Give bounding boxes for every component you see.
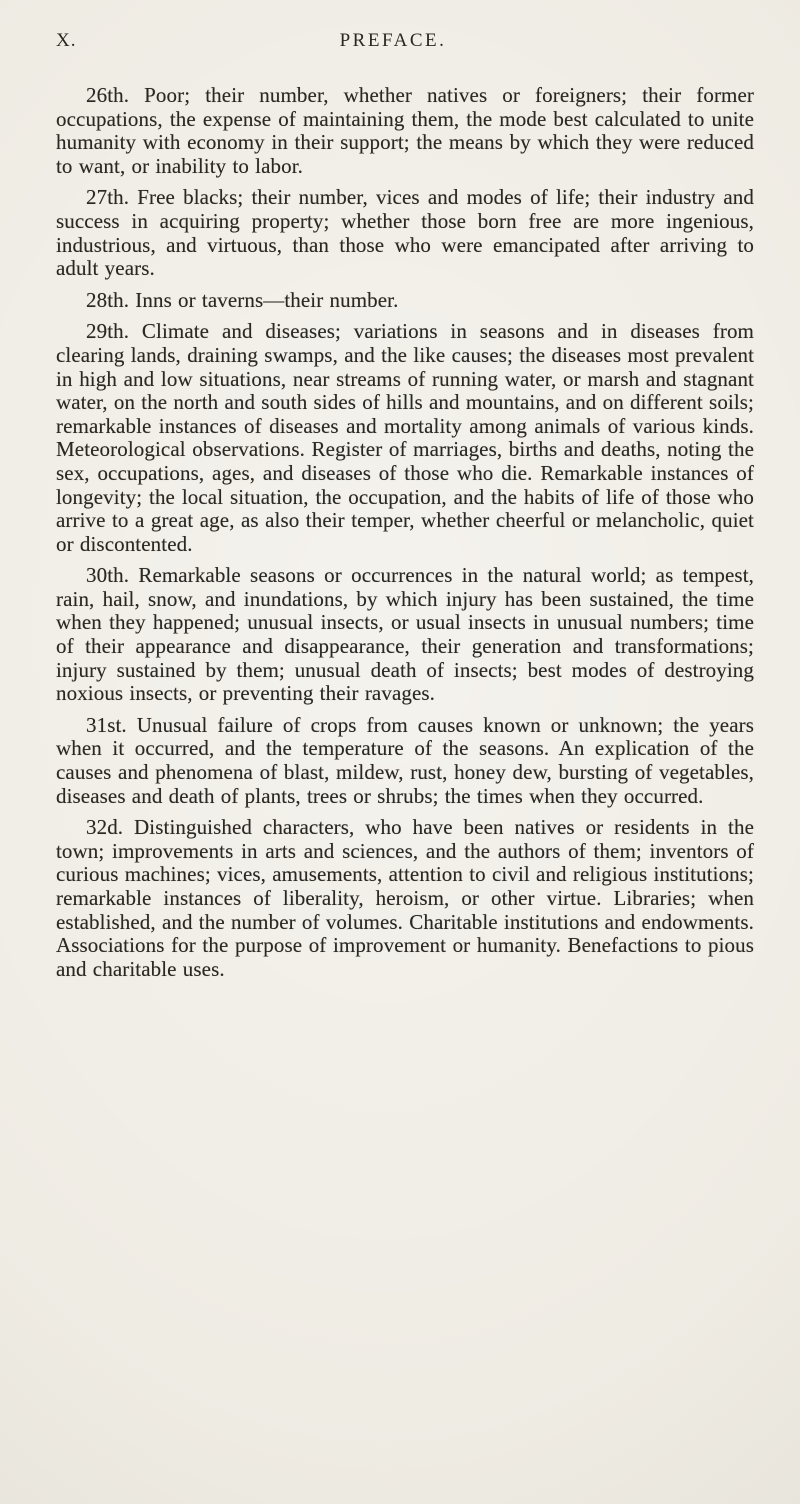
preface-item-32d: 32d. Distinguished characters, who have been natives or residents in the town; improvements in arts and sciences, and the authors of them; inventors of curious machines; vices, amusements, attention to civil and religious institutions; remarkable instances of liberality, heroism, or other virtue. Libraries; when established, and the number of volumes. Charitable institutions and endowments. Associations for the purpose of improvement or humanity. Benefactions to pious and charitable uses. bbox=[56, 815, 754, 981]
running-title: PREFACE. bbox=[339, 30, 447, 51]
preface-item-31st: 31st. Unusual failure of crops from causes known or unknown; the years when it occurred, and the temperature of the seasons. An explication of the causes and phenomena of blast, mildew, rust, honey dew, bursting of vegetables, diseases and death of plants, trees or shrubs; the times when they occurred. bbox=[56, 712, 754, 808]
preface-item-27th: 27th. Free blacks; their number, vices and modes of life; their industry and success in acquiring property; whether those born free are more ingenious, industrious, and virtuous, than those who were emancipated after arriving to adult years. bbox=[56, 185, 754, 281]
page-header bbox=[56, 30, 754, 56]
preface-item-29th: 29th. Climate and diseases; variations in seasons and in diseases from clearing lands, draining swamps, and the like causes; the diseases most prevalent in high and low situations, near streams of running water, or marsh and stagnant water, on the north and south sides of hills and mountains, and on different soils; remarkable instances of diseases and mortality among animals of various kinds. Meteorological observations. Register of marriages, births and deaths, noting the sex, occupations, ages, and diseases of those who die. Remarkable instances of longevity; the local situation, the occupation, and the habits of life of those who arrive to a great age, as also their temper, whether cheerful or melancholic, quiet or discontented. bbox=[56, 319, 754, 556]
preface-item-26th: 26th. Poor; their number, whether natives or foreigners; their former occupations, the expense of maintaining them, the mode best calculated to unite humanity with economy in their support; the means by which they were reduced to want, or inability to labor. bbox=[56, 83, 754, 178]
page-number: X. bbox=[56, 30, 77, 51]
page-body bbox=[56, 84, 754, 981]
preface-item-28th: 28th. Inns or taverns—their number. bbox=[86, 287, 399, 312]
preface-item-30th: 30th. Remarkable seasons or occurrences in the natural world; as tempest, rain, hail, snow, and inundations, by which injury has been sustained, the time when they happened; unusual insects, or usual insects in unusual numbers; time of their appearance and disappearance, their generation and transformations; injury sustained by them; unusual death of insects; best modes of destroying noxious insects, or preventing their ravages. bbox=[56, 563, 754, 706]
